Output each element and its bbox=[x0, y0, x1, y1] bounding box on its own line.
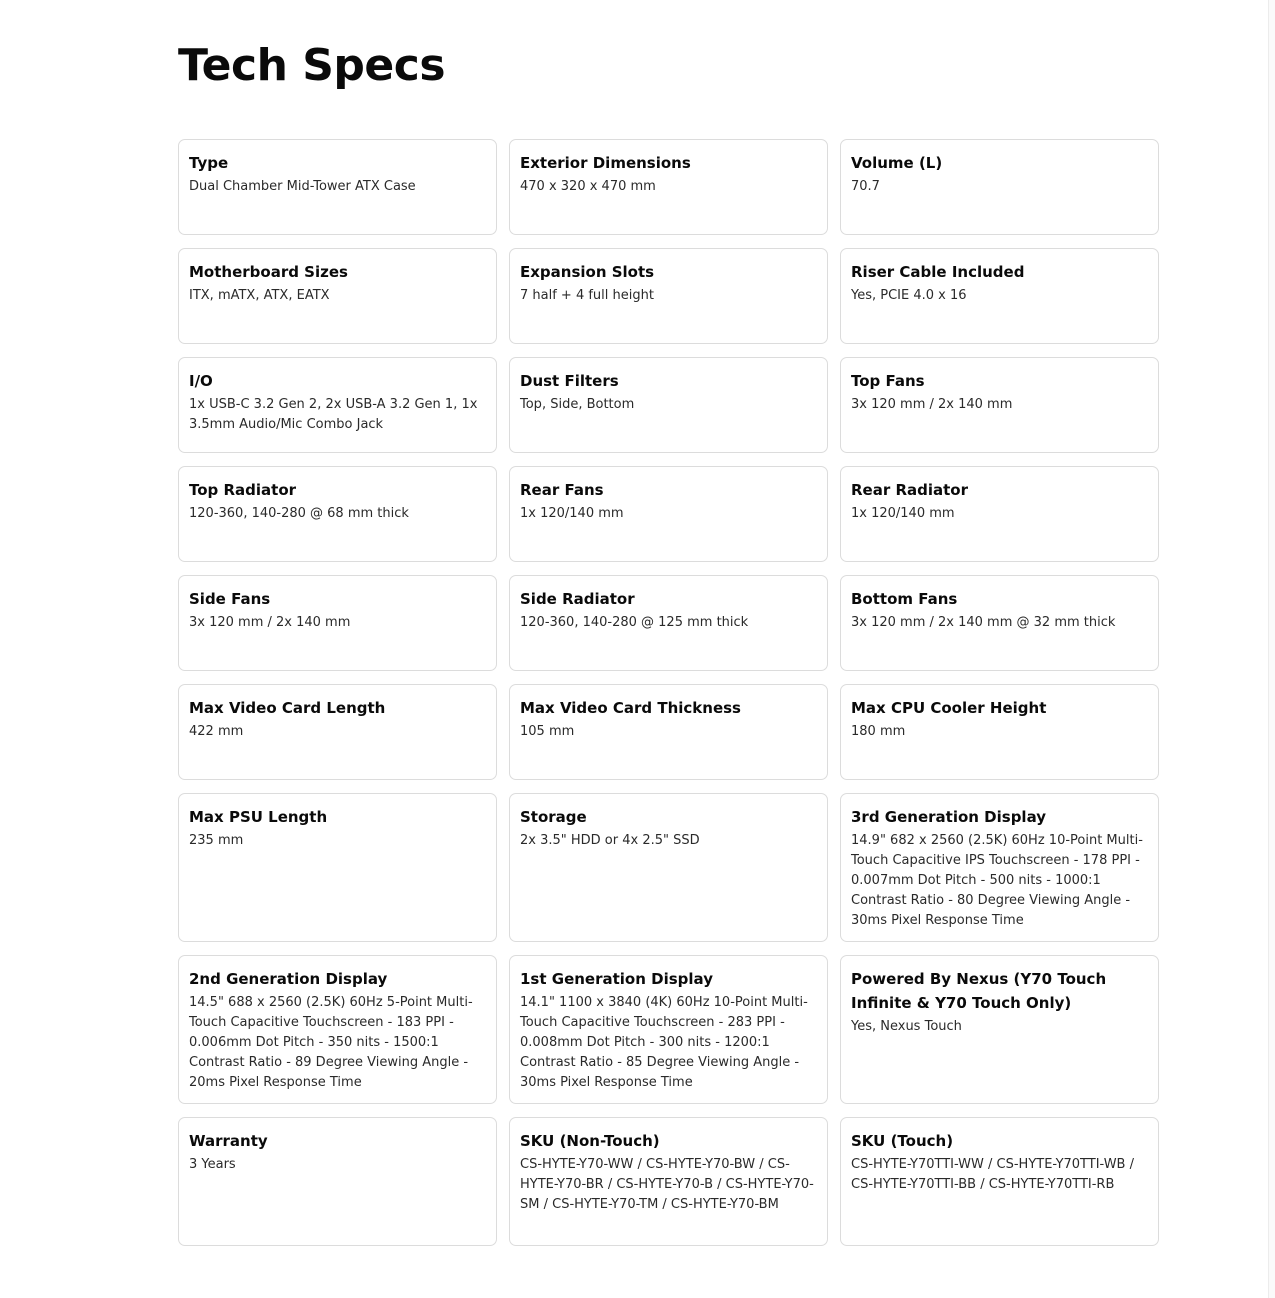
spec-value: 7 half + 4 full height bbox=[520, 288, 654, 303]
spec-value: 3x 120 mm / 2x 140 mm bbox=[851, 397, 1013, 412]
spec-card-exterior-dimensions bbox=[509, 139, 828, 235]
spec-title: SKU (Touch) bbox=[851, 1132, 954, 1150]
spec-card-rear-radiator bbox=[840, 466, 1159, 562]
spec-card-1st-gen-display bbox=[509, 955, 828, 1104]
page-title: Tech Specs bbox=[178, 40, 446, 91]
spec-value: 2x 3.5" HDD or 4x 2.5" SSD bbox=[520, 833, 700, 848]
spec-title: Max CPU Cooler Height bbox=[851, 699, 1047, 717]
spec-title: Riser Cable Included bbox=[851, 263, 1025, 281]
spec-title: 2nd Generation Display bbox=[189, 970, 388, 988]
spec-card-2nd-gen-display bbox=[178, 955, 497, 1104]
spec-card-max-video-card-thickness bbox=[509, 684, 828, 780]
spec-title: Exterior Dimensions bbox=[520, 154, 691, 172]
spec-value: 180 mm bbox=[851, 724, 906, 739]
spec-card-expansion-slots bbox=[509, 248, 828, 344]
spec-title: Motherboard Sizes bbox=[189, 263, 348, 281]
spec-card-type bbox=[178, 139, 497, 235]
spec-title: I/O bbox=[189, 372, 213, 390]
spec-title: SKU (Non-Touch) bbox=[520, 1132, 660, 1150]
spec-card-top-radiator bbox=[178, 466, 497, 562]
spec-value: ITX, mATX, ATX, EATX bbox=[189, 288, 330, 303]
spec-value: 14.9" 682 x 2560 (2.5K) 60Hz 10-Point Multi-Touch Capacitive IPS Touchscreen - 178 PPI - 0.007mm Dot Pitch - 500 nits - 1000:1 Contrast Ratio - 80 Degree Viewing Angle - 30ms Pixel Response Time bbox=[851, 833, 1143, 928]
spec-title: Rear Fans bbox=[520, 481, 604, 499]
spec-card-top-fans bbox=[840, 357, 1159, 453]
spec-value: 422 mm bbox=[189, 724, 244, 739]
spec-card-sku-non-touch bbox=[509, 1117, 828, 1246]
spec-title: Volume (L) bbox=[851, 154, 943, 172]
spec-value: 105 mm bbox=[520, 724, 575, 739]
spec-card-io bbox=[178, 357, 497, 453]
spec-card-storage bbox=[509, 793, 828, 942]
spec-card-3rd-gen-display bbox=[840, 793, 1159, 942]
spec-value: 1x 120/140 mm bbox=[851, 506, 955, 521]
spec-title: Top Fans bbox=[851, 372, 925, 390]
spec-card-max-video-card-length bbox=[178, 684, 497, 780]
spec-card-volume bbox=[840, 139, 1159, 235]
spec-card-sku-touch bbox=[840, 1117, 1159, 1246]
spec-value: 120-360, 140-280 @ 125 mm thick bbox=[520, 615, 749, 630]
page-scrollbar[interactable] bbox=[1268, 0, 1275, 1298]
spec-value: 1x USB-C 3.2 Gen 2, 2x USB-A 3.2 Gen 1, 1x 3.5mm Audio/Mic Combo Jack bbox=[189, 397, 478, 432]
spec-value: 14.5" 688 x 2560 (2.5K) 60Hz 5-Point Multi-Touch Capacitive Touchscreen - 183 PPI - 0.006mm Dot Pitch - 350 nits - 1500:1 Contrast Ratio - 89 Degree Viewing Angle - 20ms Pixel Response Time bbox=[189, 995, 473, 1090]
spec-value: 235 mm bbox=[189, 833, 244, 848]
spec-value: CS-HYTE-Y70TTI-WW / CS-HYTE-Y70TTI-WB / CS-HYTE-Y70TTI-BB / CS-HYTE-Y70TTI-RB bbox=[851, 1157, 1134, 1192]
spec-title: Bottom Fans bbox=[851, 590, 958, 608]
spec-card-bottom-fans bbox=[840, 575, 1159, 671]
spec-title: Max Video Card Length bbox=[189, 699, 386, 717]
spec-value: Yes, Nexus Touch bbox=[851, 1019, 962, 1034]
spec-card-rear-fans bbox=[509, 466, 828, 562]
spec-title: 1st Generation Display bbox=[520, 970, 713, 988]
spec-card-max-psu-length bbox=[178, 793, 497, 942]
spec-title: Expansion Slots bbox=[520, 263, 655, 281]
spec-card-warranty bbox=[178, 1117, 497, 1246]
spec-title: Dust Filters bbox=[520, 372, 619, 390]
spec-value: CS-HYTE-Y70-WW / CS-HYTE-Y70-BW / CS-HYTE-Y70-BR / CS-HYTE-Y70-B / CS-HYTE-Y70-SM / CS-HYTE-Y70-TM / CS-HYTE-Y70-BM bbox=[520, 1157, 814, 1212]
spec-value: 3 Years bbox=[189, 1157, 236, 1172]
spec-value: Yes, PCIE 4.0 x 16 bbox=[851, 288, 967, 303]
spec-value: 470 x 320 x 470 mm bbox=[520, 179, 656, 194]
spec-card-side-radiator bbox=[509, 575, 828, 671]
spec-title: Powered By Nexus (Y70 Touch Infinite & Y70 Touch Only) bbox=[851, 970, 1107, 1012]
spec-card-dust-filters bbox=[509, 357, 828, 453]
spec-card-riser-cable bbox=[840, 248, 1159, 344]
spec-card-motherboard-sizes bbox=[178, 248, 497, 344]
spec-card-max-cpu-cooler-height bbox=[840, 684, 1159, 780]
spec-value: 120-360, 140-280 @ 68 mm thick bbox=[189, 506, 409, 521]
spec-value: Top, Side, Bottom bbox=[520, 397, 635, 412]
spec-value: Dual Chamber Mid-Tower ATX Case bbox=[189, 179, 416, 194]
spec-title: Rear Radiator bbox=[851, 481, 969, 499]
spec-value: 3x 120 mm / 2x 140 mm @ 32 mm thick bbox=[851, 615, 1116, 630]
spec-title: Warranty bbox=[189, 1132, 268, 1150]
spec-title: Side Radiator bbox=[520, 590, 635, 608]
spec-value: 70.7 bbox=[851, 179, 880, 194]
spec-card-powered-by-nexus bbox=[840, 955, 1159, 1104]
spec-title: Top Radiator bbox=[189, 481, 297, 499]
spec-value: 3x 120 mm / 2x 140 mm bbox=[189, 615, 351, 630]
spec-title: Type bbox=[189, 154, 229, 172]
spec-value: 14.1" 1100 x 3840 (4K) 60Hz 10-Point Multi-Touch Capacitive Touchscreen - 283 PPI - 0.008mm Dot Pitch - 300 nits - 1200:1 Contrast Ratio - 85 Degree Viewing Angle - 30ms Pixel Response Time bbox=[520, 995, 808, 1090]
spec-title: Max Video Card Thickness bbox=[520, 699, 741, 717]
spec-title: Storage bbox=[520, 808, 587, 826]
spec-value: 1x 120/140 mm bbox=[520, 506, 624, 521]
spec-card-side-fans bbox=[178, 575, 497, 671]
specs-grid bbox=[178, 139, 1159, 1246]
spec-title: Side Fans bbox=[189, 590, 271, 608]
spec-title: 3rd Generation Display bbox=[851, 808, 1047, 826]
spec-title: Max PSU Length bbox=[189, 808, 328, 826]
